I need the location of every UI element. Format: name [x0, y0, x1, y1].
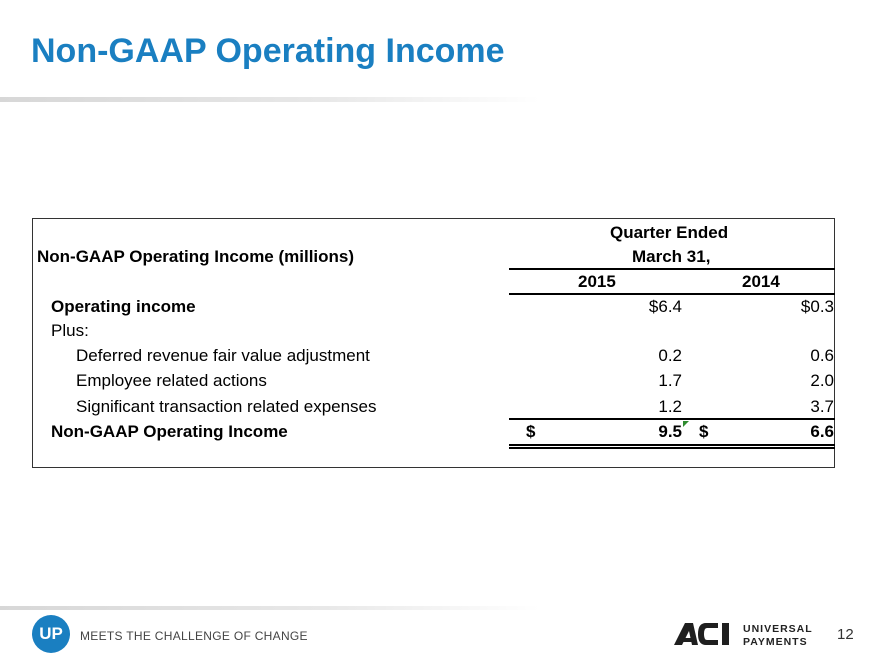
currency-symbol-2014: $ [699, 422, 709, 441]
cell-transaction-expenses-2015: 1.2 [658, 397, 682, 416]
row-label-employee-actions: Employee related actions [76, 371, 267, 390]
total-rule-top [509, 418, 835, 420]
cell-operating-income-2015: $6.4 [648, 297, 682, 316]
cell-employee-actions-2015: 1.7 [658, 371, 682, 390]
row-label-plus: Plus: [51, 321, 89, 340]
slide-title: Non-GAAP Operating Income [31, 32, 505, 70]
table-title: Non-GAAP Operating Income (millions) [37, 247, 355, 266]
aci-logo [674, 621, 736, 652]
up-logo: UP [32, 615, 70, 653]
cell-total-2014: 6.6 [810, 422, 834, 441]
row-label-deferred-revenue: Deferred revenue fair value adjustment [76, 346, 370, 365]
column-header-2015: 2015 [578, 272, 616, 291]
row-label-total: Non-GAAP Operating Income [51, 422, 288, 441]
cell-deferred-revenue-2014: 0.6 [810, 346, 834, 365]
cell-employee-actions-2014: 2.0 [810, 371, 834, 390]
cell-transaction-expenses-2014: 3.7 [810, 397, 834, 416]
header-rule-bottom [509, 293, 835, 295]
title-divider [0, 97, 540, 102]
error-indicator-icon [683, 421, 689, 427]
period-header-line1: Quarter Ended [610, 223, 729, 242]
row-label-transaction-expenses: Significant transaction related expenses [76, 397, 377, 416]
total-rule-bottom-1 [509, 444, 835, 446]
total-rule-bottom-2 [509, 447, 835, 449]
brand-line-payments: PAYMENTS [743, 636, 808, 648]
page-number: 12 [837, 626, 854, 643]
footer-tagline: MEETS THE CHALLENGE OF CHANGE [80, 629, 308, 643]
cell-operating-income-2014: $0.3 [800, 297, 834, 316]
header-rule-top [509, 268, 835, 270]
currency-symbol-2015: $ [526, 422, 536, 441]
period-header-line2: March 31, [632, 247, 711, 266]
cell-total-2015: 9.5 [658, 422, 682, 441]
cell-deferred-revenue-2015: 0.2 [658, 346, 682, 365]
row-label-operating-income: Operating income [51, 297, 196, 316]
footer-divider [0, 606, 540, 610]
column-header-2014: 2014 [742, 272, 780, 291]
brand-line-universal: UNIVERSAL [743, 623, 813, 635]
